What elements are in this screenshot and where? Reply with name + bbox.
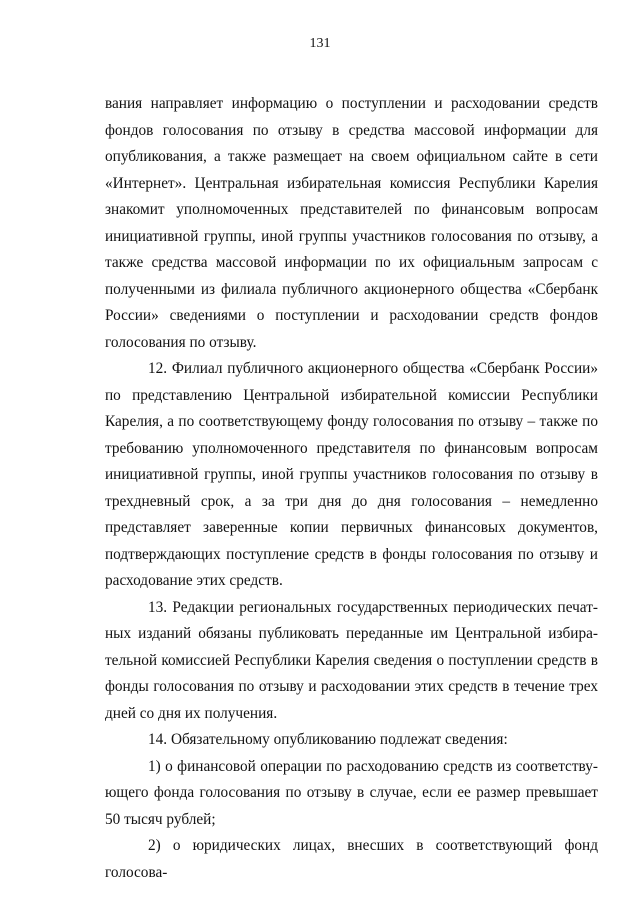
paragraph-13: 13. Редакции региональных государственных периодических печатных изданий обязаны публиковать переданные им Центральной избирательной комиссией Республики Карелия сведения о поступлении средств в фонды голосования по отзыву и расходовании этих средств в течение трех дней со дня их получения. xyxy=(105,598,598,722)
paragraph-14: 14. Обязательному опубликованию подлежат сведения: xyxy=(148,731,508,748)
list-item-1: 1) о финансовой операции по расходованию средств из соответствующего фонда голосования по отзыву в случае, если ее размер превышает 50 тысяч рублей; xyxy=(105,757,598,828)
paragraph-12: 12. Филиал публичного акционерного общества «Сбербанк России» по представлению Центральной избирательной комиссии Республики Карелия, а по соответствующему фонду голосования по отзыву – также по требованию уполномоченного представителя по финансовым вопросам инициативной группы, иной группы участников голосования по отзыву в трехдневный срок, а за три дня до дня голосования – немедленно представляет заверенные копии первичных финансовых документов, подтверждающих поступление средств в фонды голосования по отзыву и расходование этих средств. xyxy=(105,360,598,589)
page-number: 131 xyxy=(309,36,331,51)
paragraph-continuation: вания направляет информацию о поступлении и расходовании средств фондов голосования по отзыву в средства массовой информации для опубликования, а также размещает на своем официальном сайте в сети «Интернет». Центральная избирательная комиссия Республики Карелия знакомит уполномоченных представителей по финансовым вопросам инициативной группы, иной группы участников голосования по отзыву, а также средства массовой информации по их официальным запросам с полученными из филиала публичного акционерного общества «Сбербанк России» сведениями о поступлении и расходовании средств фондов голосования по отзыву. xyxy=(105,95,598,351)
list-item-2: 2) о юридических лицах, внесших в соответствующий фонд голосова- xyxy=(105,837,598,881)
document-body xyxy=(105,91,598,886)
